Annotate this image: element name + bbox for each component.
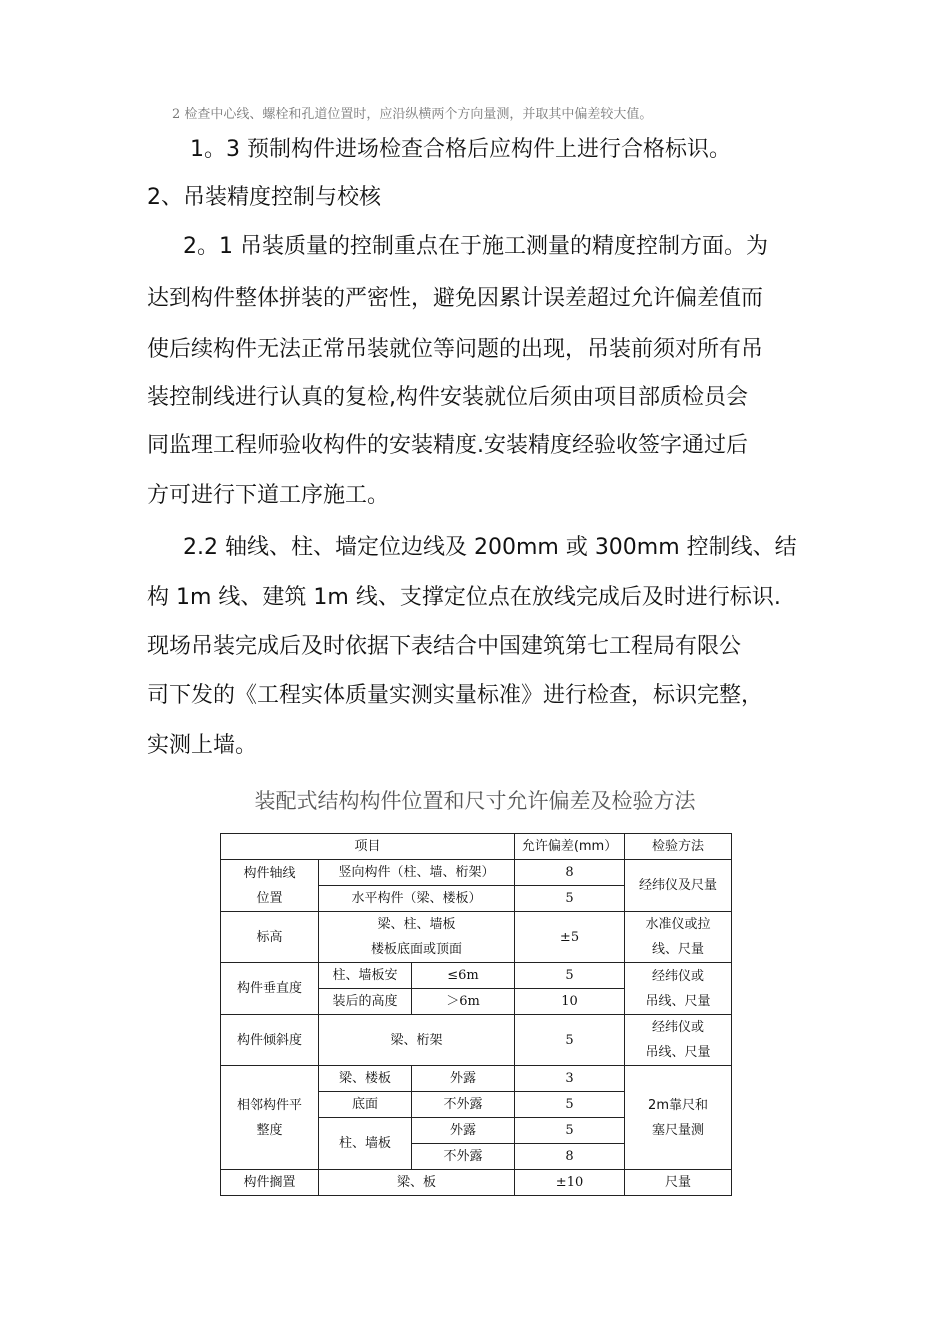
flatness-label [221,1066,319,1170]
support-value: ±10 [515,1170,625,1196]
elevation-members [319,912,515,963]
flatness-method [625,1066,732,1170]
elevation-value: ±5 [515,912,625,963]
elevation-members-line-2: 楼板底面或顶面 [371,942,463,957]
table-row [221,1015,732,1066]
vertical-method-line-2: 吊线、尺量 [645,993,711,1009]
axis-label-line-2: 位置 [256,890,283,906]
flatness-exposed-2: 外露 [412,1118,515,1144]
paragraph-2-2-line-3: 现场吊装完成后及时依据下表结合中国建筑第七工程局有限公 [147,634,742,659]
incline-method [625,1015,732,1066]
axis-vertical-value: 8 [515,860,625,886]
vertical-value-2: 10 [515,989,625,1015]
vertical-value-1: 5 [515,963,625,989]
header-method: 检验方法 [625,834,732,860]
table-header-row [221,834,732,860]
flatness-value-3: 5 [515,1118,625,1144]
paragraph-2-2-line-2: 构 1m 线、建筑 1m 线、支撑定位点在放线完成后及时进行标识. [147,585,781,610]
vertical-condition-1: ≤6m [412,963,515,989]
flatness-group-2: 柱、墙板 [319,1118,412,1170]
header-item: 项目 [221,834,515,860]
elevation-label: 标高 [221,912,319,963]
table-row [221,963,732,989]
paragraph-2-1-line-2: 达到构件整体拼装的严密性，避免因累计误差超过允许偏差值而 [147,286,764,311]
flatness-unexposed-2: 不外露 [412,1144,515,1170]
flatness-label-line-1: 相邻构件平 [236,1097,302,1113]
elevation-method [625,912,732,963]
vertical-label: 构件垂直度 [221,963,319,1015]
axis-method: 经纬仪及尺量 [625,860,732,912]
elevation-method-line-1: 水准仪或拉 [645,917,711,932]
axis-vertical-member: 竖向构件（柱、墙、桁架） [319,860,515,886]
table-row [221,1066,732,1092]
section-heading-2: 2、吊装精度控制与校核 [147,185,381,210]
elevation-members-line-1: 梁、柱、墙板 [377,917,456,932]
incline-label: 构件倾斜度 [221,1015,319,1066]
paragraph-1-3: 1。3 预制构件进场检查合格后应构件上进行合格标识。 [190,137,731,162]
vertical-method [625,963,732,1015]
flatness-method-line-2: 塞尺量测 [652,1122,705,1138]
flatness-label-line-2: 整度 [256,1122,283,1138]
axis-label [221,860,319,912]
paragraph-2-2-line-1: 2.2 轴线、柱、墙定位边线及 200mm 或 300mm 控制线、结 [183,535,797,560]
table-row [221,912,732,963]
vertical-sub-line-1: 柱、墙板安 [319,963,412,989]
flatness-method-line-1: 2m靠尺和 [648,1097,708,1113]
paragraph-2-2-line-4: 司下发的《工程实体质量实测实量标准》进行检查，标识完整， [147,683,764,708]
axis-horizontal-member: 水平构件（梁、楼板） [319,886,515,912]
tolerance-table [220,833,732,1196]
paragraph-2-1-line-5: 同监理工程师验收构件的安装精度.安装精度经验收签字通过后 [147,433,748,458]
flatness-exposed-1: 外露 [412,1066,515,1092]
flatness-value-2: 5 [515,1092,625,1118]
paragraph-2-2-line-5: 实测上墙。 [147,733,258,758]
table-row [221,860,732,886]
vertical-sub-line-2: 装后的高度 [319,989,412,1015]
inspection-note: 2 检查中心线、螺栓和孔道位置时，应沿纵横两个方向量测，并取其中偏差较大值。 [172,107,653,122]
axis-label-line-1: 构件轴线 [243,865,296,881]
flatness-value-4: 8 [515,1144,625,1170]
table-caption: 装配式结构构件位置和尺寸允许偏差及检验方法 [254,789,696,813]
vertical-method-line-1: 经纬仪或 [652,968,705,984]
incline-value: 5 [515,1015,625,1066]
incline-method-line-2: 吊线、尺量 [645,1045,711,1060]
incline-members: 梁、桁架 [319,1015,515,1066]
axis-horizontal-value: 5 [515,886,625,912]
table-row [221,1170,732,1196]
paragraph-2-1-line-6: 方可进行下道工序施工。 [147,483,390,508]
flatness-value-1: 3 [515,1066,625,1092]
vertical-condition-2: ＞6m [412,989,515,1015]
support-method: 尺量 [625,1170,732,1196]
flatness-group-1-line-2: 底面 [319,1092,412,1118]
flatness-unexposed-1: 不外露 [412,1092,515,1118]
paragraph-2-1-line-3: 使后续构件无法正常吊装就位等问题的出现，吊装前须对所有吊 [147,337,764,362]
support-label: 构件搁置 [221,1170,319,1196]
incline-method-line-1: 经纬仪或 [652,1020,705,1035]
elevation-method-line-2: 线、尺量 [652,942,705,957]
support-members: 梁、板 [319,1170,515,1196]
paragraph-2-1-line-1: 2。1 吊装质量的控制重点在于施工测量的精度控制方面。为 [183,234,768,259]
flatness-group-1-line-1: 梁、楼板 [319,1066,412,1092]
header-tolerance: 允许偏差(mm） [515,834,625,860]
paragraph-2-1-line-4: 装控制线进行认真的复检,构件安装就位后须由项目部质检员会 [147,385,748,410]
